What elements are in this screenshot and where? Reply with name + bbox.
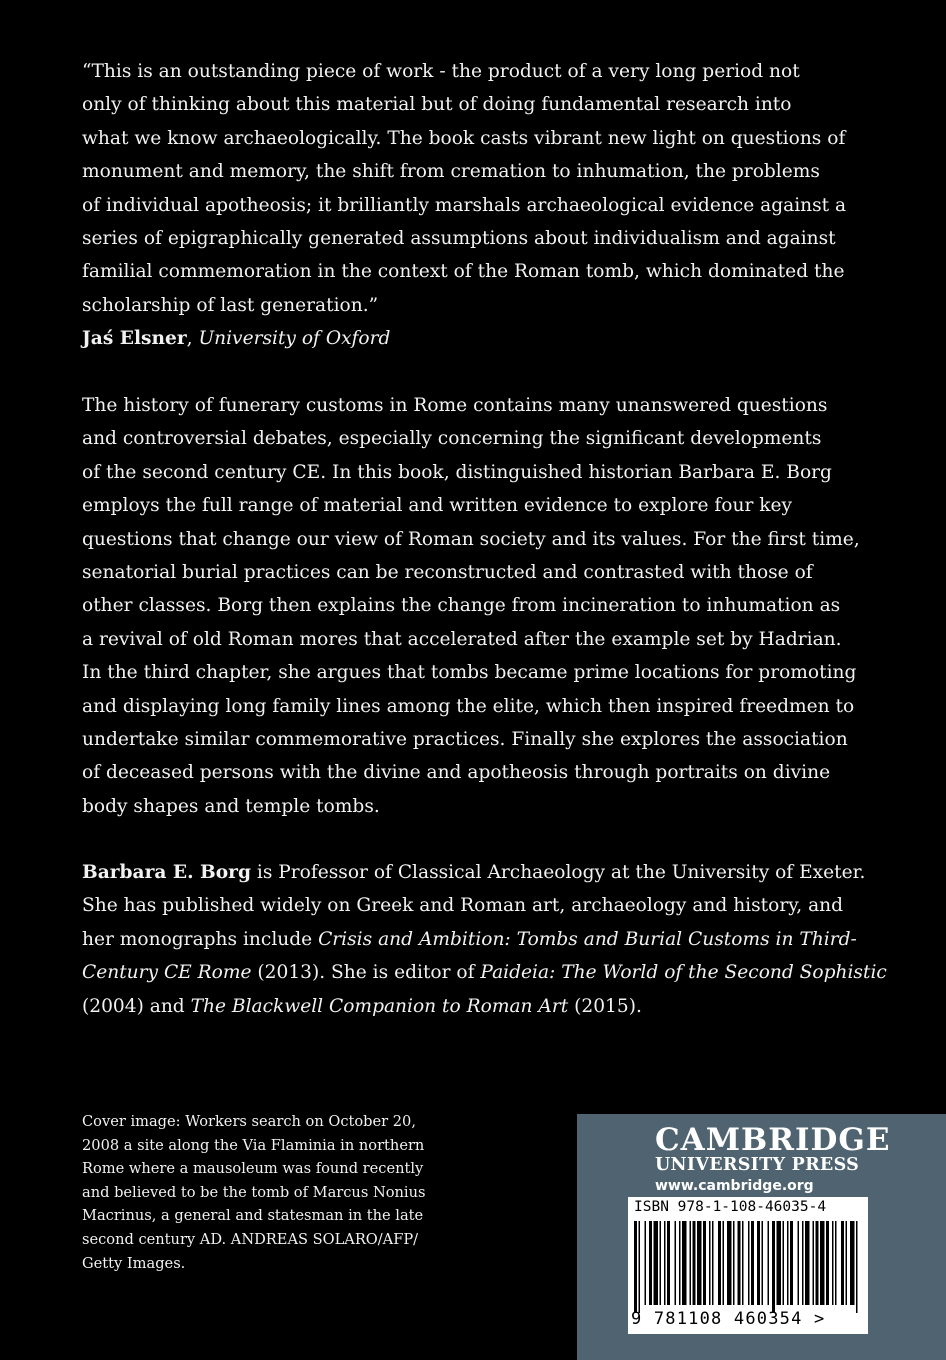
- barcode-bar: [772, 1221, 775, 1313]
- credit-line: Getty Images.: [82, 1254, 186, 1272]
- description-line: In the third chapter, she argues that tombs became prime locations for promoting: [82, 662, 857, 684]
- publisher-url: www.cambridge.org: [655, 1178, 814, 1194]
- description-line: and displaying long family lines among the elite, which then inspired freedmen to: [82, 695, 855, 717]
- barcode-bar: [693, 1221, 696, 1305]
- barcode-bar: [787, 1221, 789, 1305]
- barcode-bar: [738, 1221, 741, 1305]
- credit-line: and believed to be the tomb of Marcus Nonius: [82, 1183, 426, 1201]
- bio-book-title: The Blackwell Companion to Roman Art: [190, 995, 569, 1017]
- barcode-bar: [790, 1221, 793, 1305]
- quote-line: what we know archaeologically. The book casts vibrant new light on questions of: [82, 127, 846, 149]
- quote-line: familial commemoration in the context of the Roman tomb, which dominated the: [82, 261, 845, 283]
- barcode-bar: [826, 1221, 829, 1305]
- barcode-bar: [813, 1221, 815, 1305]
- bio-line: [82, 956, 887, 989]
- barcode-bar: [742, 1221, 744, 1305]
- barcode-box: [628, 1197, 868, 1334]
- publisher-subname: UNIVERSITY PRESS: [655, 1155, 860, 1175]
- description-line: questions that change our view of Roman society and its values. For the first time,: [82, 528, 860, 550]
- barcode-bar: [712, 1221, 714, 1305]
- barcode-bar: [679, 1221, 681, 1305]
- bio-text: (2015).: [568, 995, 642, 1017]
- endorsement-quote: [82, 55, 847, 356]
- publisher-panel: [577, 1114, 946, 1360]
- barcode-bar: [768, 1221, 770, 1305]
- barcode-bar: [802, 1221, 804, 1305]
- barcode-bar: [850, 1221, 855, 1305]
- description-line: body shapes and temple tombs.: [82, 795, 380, 817]
- description-line: other classes. Borg then explains the change from incineration to inhumation as: [82, 595, 841, 617]
- barcode-bar: [667, 1221, 670, 1305]
- credit-line: Cover image: Workers search on October 20,: [82, 1113, 416, 1130]
- bio-text: is Professor of Classical Archaeology at the University of Exeter.: [250, 862, 866, 883]
- bio-book-title: Paideia: The World of the Second Sophistic: [480, 962, 887, 984]
- barcode-bar: [639, 1221, 641, 1313]
- barcode-icon: [634, 1221, 862, 1313]
- credit-line: Rome where a mausoleum was found recently: [82, 1160, 424, 1178]
- barcode-digits: 9 781108 460354 >: [631, 1309, 826, 1329]
- barcode-bar: [805, 1221, 810, 1305]
- barcode-bar: [718, 1221, 721, 1305]
- barcode-bar: [675, 1221, 677, 1305]
- barcode-bar: [723, 1221, 725, 1305]
- barcode-bar: [660, 1221, 662, 1305]
- bio-book-title: Crisis and Ambition: Tombs and Burial Customs in Third-: [318, 928, 857, 950]
- bio-text: her monographs include: [82, 928, 319, 950]
- author-bio: [82, 856, 887, 1023]
- barcode-bar: [846, 1221, 848, 1305]
- description-line: and controversial debates, especially concerning the significant developments: [82, 428, 822, 450]
- bio-line: [82, 923, 857, 956]
- bio-line: [82, 856, 866, 889]
- barcode-bar: [645, 1221, 647, 1305]
- description-line: a revival of old Roman mores that accelerated after the example set by Hadrian.: [82, 628, 842, 650]
- barcode-bar: [757, 1221, 760, 1305]
- bio-text: (2004) and: [82, 995, 191, 1017]
- credit-line: second century AD. ANDREAS SOLARO/AFP/: [82, 1230, 419, 1248]
- barcode-bar: [690, 1221, 692, 1305]
- barcode-bar: [783, 1221, 785, 1305]
- barcode-bar: [835, 1221, 837, 1305]
- barcode-bar: [748, 1221, 750, 1305]
- bio-line: She has published widely on Greek and Roman art, archaeology and history, and: [82, 895, 844, 917]
- barcode-bar: [709, 1221, 711, 1305]
- barcode-bar: [816, 1221, 819, 1305]
- barcode-bar: [733, 1221, 735, 1305]
- description-line: undertake similar commemorative practices. Finally she explores the association: [82, 729, 848, 751]
- barcode-bar: [798, 1221, 800, 1305]
- barcode-bar: [762, 1221, 764, 1305]
- barcode-bar: [649, 1221, 652, 1305]
- publisher-name: CAMBRIDGE: [655, 1122, 891, 1158]
- description-line: senatorial burial practices can be reconstructed and contrasted with those of: [82, 562, 813, 584]
- description-line: employs the full range of material and written evidence to explore four key: [82, 495, 793, 517]
- barcode-bar: [856, 1221, 858, 1313]
- barcode-bar: [634, 1221, 637, 1313]
- barcode-bar: [727, 1221, 732, 1305]
- description-line: of deceased persons with the divine and apotheosis through portraits on divine: [82, 762, 831, 784]
- bio-text: (2013). She is editor of: [251, 962, 481, 984]
- description-line: The history of funerary customs in Rome contains many unanswered questions: [82, 395, 828, 416]
- book-description: [82, 389, 860, 823]
- quote-line: scholarship of last generation.”: [82, 294, 379, 316]
- quote-line: series of epigraphically generated assumptions about individualism and against: [82, 228, 836, 250]
- bio-line: [82, 990, 802, 1023]
- quote-line: only of thinking about this material but of doing fundamental research into: [82, 94, 792, 116]
- bio-author-name: Barbara E. Borg: [82, 862, 251, 883]
- barcode-bar: [841, 1221, 844, 1305]
- barcode-bar: [654, 1221, 659, 1305]
- barcode-bar: [664, 1221, 666, 1305]
- quote-author: Jaś Elsner: [82, 328, 187, 350]
- barcode-bar: [682, 1221, 687, 1305]
- quote-line: monument and memory, the shift from cremation to inhumation, the problems: [82, 161, 820, 183]
- bio-book-title: Century CE Rome: [82, 962, 252, 984]
- quote-line: of individual apotheosis; it brilliantly marshals archaeological evidence against a: [82, 194, 847, 216]
- quote-attribution: [82, 322, 802, 355]
- barcode-bar: [832, 1221, 834, 1305]
- barcode-bar: [820, 1221, 825, 1305]
- credit-line: Macrinus, a general and statesman in the late: [82, 1207, 424, 1225]
- quote-affiliation: University of Oxford: [198, 328, 391, 350]
- barcode-bar: [697, 1221, 702, 1305]
- barcode-bar: [751, 1221, 754, 1305]
- isbn-label: ISBN 978-1-108-46035-4: [634, 1199, 827, 1215]
- cover-image-credit: [82, 1110, 425, 1275]
- barcode-bar: [777, 1221, 782, 1305]
- barcode-bar: [703, 1221, 706, 1305]
- description-line: of the second century CE. In this book, distinguished historian Barbara E. Borg: [82, 461, 832, 483]
- quote-line: “This is an outstanding piece of work - the product of a very long period not: [82, 61, 800, 82]
- credit-line: 2008 a site along the Via Flaminia in northern: [82, 1136, 425, 1154]
- attribution-separator: ,: [186, 328, 199, 350]
